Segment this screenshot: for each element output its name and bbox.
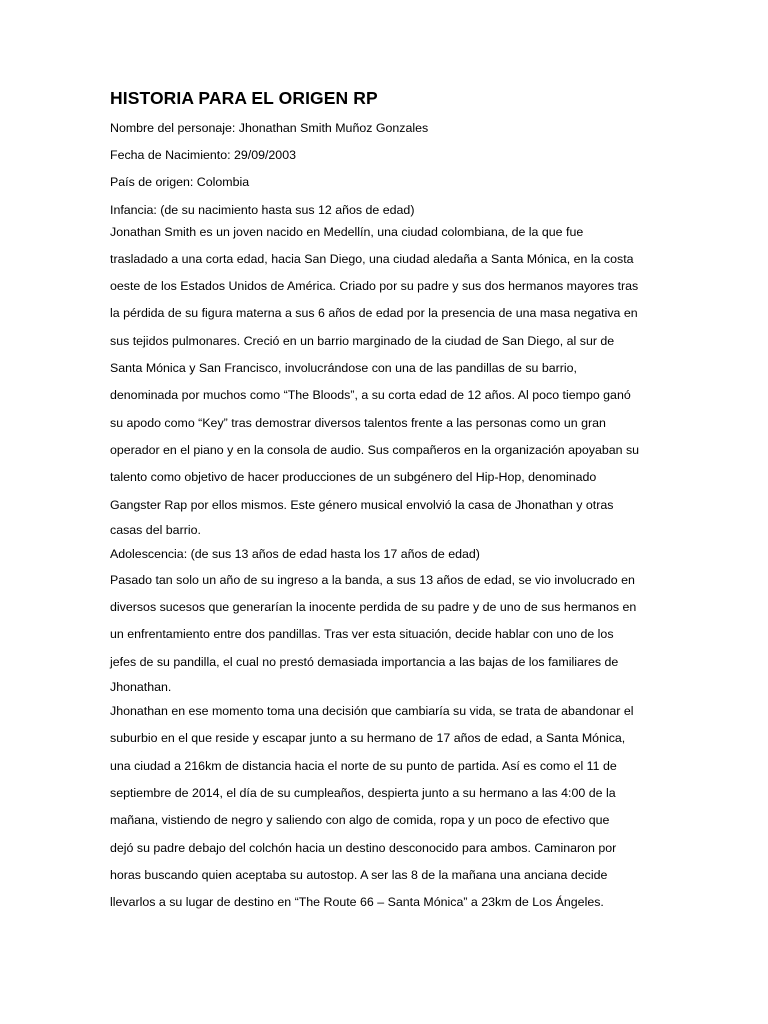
paragraph-line: Pasado tan solo un año de su ingreso a la banda, a sus 13 años de edad, se vio involucrado en — [110, 572, 635, 587]
paragraph-line: trasladado a una corta edad, hacia San Diego, una ciudad aledaña a Santa Mónica, en la costa — [110, 251, 634, 266]
paragraph-line: mañana, vistiendo de negro y saliendo con algo de comida, ropa y un poco de efectivo que — [110, 813, 610, 828]
escape-paragraph — [110, 698, 658, 916]
paragraph-line: su apodo como “Key” tras demostrar diversos talentos frente a las personas como un gran — [110, 415, 606, 430]
paragraph-line: talento como objetivo de hacer producciones de un subgénero del Hip-Hop, denominado — [110, 470, 597, 485]
paragraph-line: Gangster Rap por ellos mismos. Este género musical envolvió la casa de Jhonathan y otras — [110, 497, 614, 512]
paragraph-line: Jonathan Smith es un joven nacido en Medellín, una ciudad colombiana, de la que fue — [110, 224, 584, 239]
paragraph-line: Santa Mónica y San Francisco, involucrándose con una de las pandillas de su barrio, — [110, 361, 577, 376]
paragraph-line: Jhonathan en ese momento toma una decisión que cambiaría su vida, se trata de abandonar el — [110, 704, 634, 719]
paragraph-line: jefes de su pandilla, el cual no prestó demasiada importancia a las bajas de los familiares de — [110, 654, 619, 669]
birth-date-field: Fecha de Nacimiento: 29/09/2003 — [110, 148, 296, 163]
paragraph-line: denominada por muchos como “The Bloods”, a su corta edad de 12 años. Al poco tiempo ganó — [110, 388, 631, 403]
country-field: País de origen: Colombia — [110, 175, 250, 190]
childhood-heading: Infancia: (de su nacimiento hasta sus 12 años de edad) — [110, 202, 415, 217]
adolescence-heading: Adolescencia: (de sus 13 años de edad hasta los 17 años de edad) — [110, 546, 480, 561]
paragraph-line: horas buscando quien aceptaba su autostop. A ser las 8 de la mañana una anciana decide — [110, 867, 608, 882]
paragraph-line: suburbio en el que reside y escapar junto a su hermano de 17 años de edad, a Santa Mónica, — [110, 731, 626, 746]
document-title: HISTORIA PARA EL ORIGEN RP — [110, 88, 378, 108]
paragraph-line: una ciudad a 216km de distancia hacia el norte de su punto de partida. Así es como el 11 de — [110, 758, 617, 773]
paragraph-line: un enfrentamiento entre dos pandillas. Tras ver esta situación, decide hablar con uno de los — [110, 627, 614, 642]
paragraph-line: casas del barrio. — [110, 522, 201, 537]
paragraph-line: la pérdida de su figura materna a sus 6 años de edad por la presencia de una masa negativa en — [110, 306, 638, 321]
paragraph-line: septiembre de 2014, el día de su cumpleaños, despierta junto a su hermano a las 4:00 de la — [110, 785, 616, 800]
document-page — [110, 86, 658, 916]
paragraph-line: oeste de los Estados Unidos de América. Criado por su padre y sus dos hermanos mayores tras — [110, 279, 639, 294]
paragraph-line: diversos sucesos que generarían la inocente perdida de su padre y de uno de sus hermanos en — [110, 600, 637, 615]
paragraph-line: operador en el piano y en la consola de audio. Sus compañeros en la organización apoyaban su — [110, 442, 640, 457]
paragraph-line: llevarlos a su lugar de destino en “The Route 66 – Santa Mónica” a 23km de Los Ángeles. — [110, 895, 604, 910]
childhood-paragraph — [110, 219, 658, 541]
paragraph-line: sus tejidos pulmonares. Creció en un barrio marginado de la ciudad de San Diego, al sur de — [110, 333, 615, 348]
paragraph-line: dejó su padre debajo del colchón hacia un destino desconocido para ambos. Caminaron por — [110, 840, 617, 855]
character-name-field: Nombre del personaje: Jhonathan Smith Muñoz Gonzales — [110, 121, 429, 135]
adolescence-paragraph — [110, 567, 658, 698]
paragraph-line: Jhonathan. — [110, 680, 172, 695]
